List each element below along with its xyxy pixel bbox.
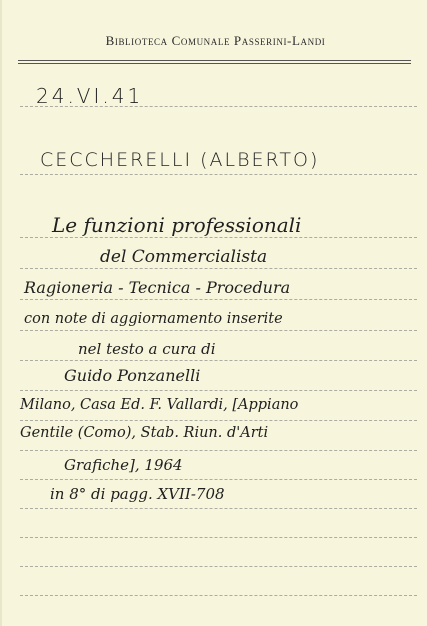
note-line: nel testo a cura di — [78, 340, 216, 358]
editor-name: Guido Ponzanelli — [64, 366, 201, 385]
ruled-line — [20, 268, 417, 269]
imprint-line: Gentile (Como), Stab. Riun. d'Arti — [20, 425, 269, 441]
ruled-line — [20, 450, 417, 451]
ruled-line — [20, 299, 417, 300]
ruled-line — [20, 330, 417, 331]
title-line: del Commercialista — [100, 247, 268, 267]
ruled-line — [20, 420, 417, 421]
imprint-line: Grafiche], 1964 — [64, 456, 183, 474]
subtitle-line: Ragioneria - Tecnica - Procedura — [24, 278, 291, 297]
header-rule-top — [18, 60, 411, 61]
imprint-line: Milano, Casa Ed. F. Vallardi, [Appiano — [20, 397, 299, 413]
ruled-line — [20, 237, 417, 238]
ruled-line — [20, 508, 417, 509]
ruled-line — [20, 537, 417, 538]
ruled-line — [20, 360, 417, 361]
title-line: Le funzioni professionali — [52, 213, 302, 237]
collation-line: in 8° di pagg. XVII-708 — [50, 485, 225, 503]
ruled-line — [20, 390, 417, 391]
header-rule-bottom — [18, 63, 411, 64]
ruled-line — [20, 479, 417, 480]
note-line: con note di aggiornamento inserite — [24, 311, 283, 327]
ruled-line — [20, 174, 417, 175]
author-heading: CECCHERELLI (ALBERTO) — [40, 149, 320, 171]
ruled-line — [20, 566, 417, 567]
library-header: Biblioteca Comunale Passerini-Landi — [105, 33, 326, 48]
ruled-line — [20, 595, 417, 596]
acquisition-date: 24.VI.41 — [36, 84, 144, 108]
